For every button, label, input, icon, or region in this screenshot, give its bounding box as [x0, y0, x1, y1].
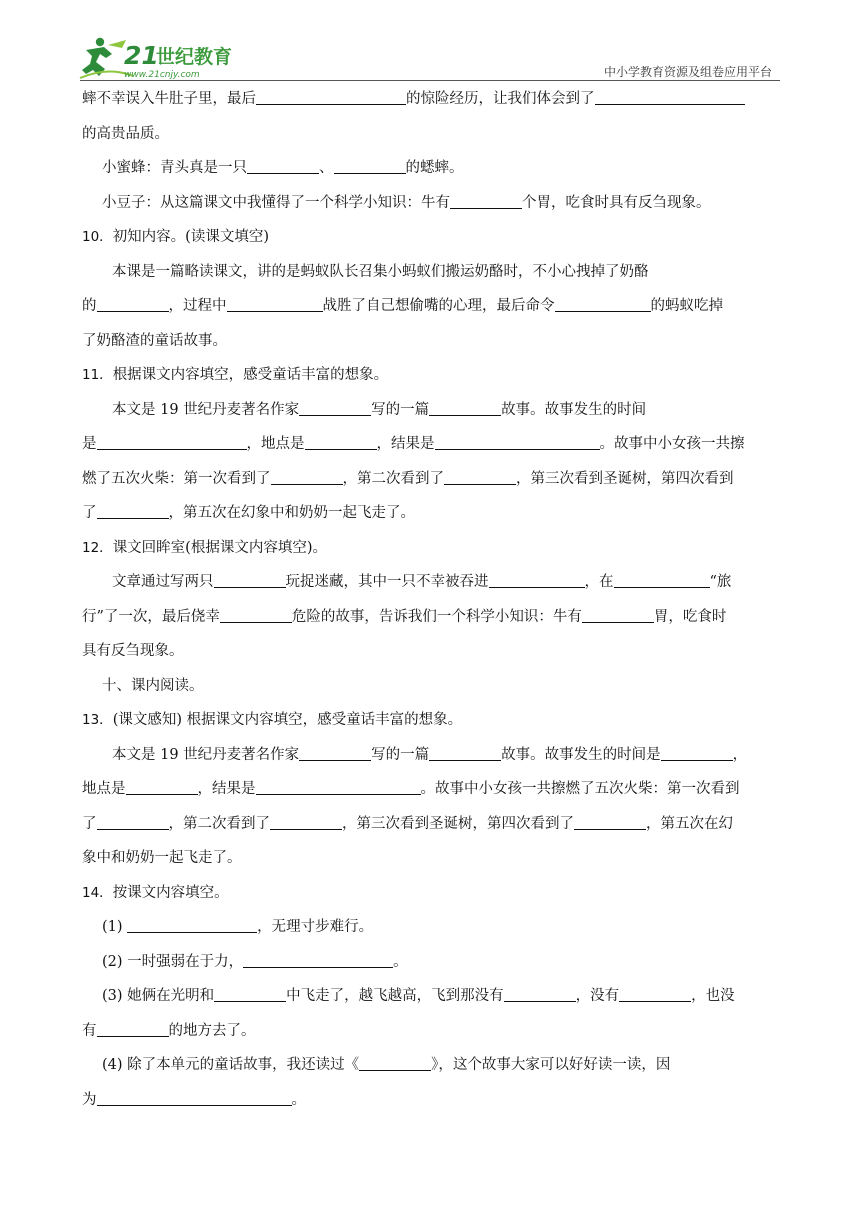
q9-line2: 的高贵品质。	[82, 125, 169, 142]
q12-line1: 文章通过写两只 玩捉迷藏，其中一只不幸被吞进 ，在 “旅	[112, 574, 732, 590]
answer-blank[interactable]	[359, 1055, 431, 1071]
answer-blank[interactable]	[429, 400, 501, 416]
answer-blank[interactable]	[247, 158, 319, 174]
q14-item3-cont: 有 的地方去了。	[82, 1022, 256, 1039]
answer-blank[interactable]	[97, 296, 169, 312]
answer-blank[interactable]	[270, 814, 342, 830]
q9-line4: 小豆子：从这篇课文中我懂得了一个科学小知识：牛有 个胃，吃食时具有反刍现象。	[102, 194, 711, 211]
answer-blank[interactable]	[256, 89, 406, 105]
answer-blank[interactable]	[661, 745, 733, 761]
q14-item1: (1) ，无理寸步难行。	[102, 919, 374, 935]
q9-line1: 蟀不幸误入牛肚子里，最后 的惊险经历，让我们体会到了	[82, 82, 778, 117]
answer-blank[interactable]	[243, 952, 393, 968]
header-rule	[80, 80, 780, 81]
q12-line2: 行”了一次，最后侥幸 危险的故事，告诉我们一个科学小知识：牛有 胃，吃食时	[82, 608, 727, 625]
answer-blank[interactable]	[299, 745, 371, 761]
answer-blank[interactable]	[126, 779, 198, 795]
q10-line3: 了奶酪渣的童话故事。	[82, 332, 227, 349]
q12-line3: 具有反刍现象。	[82, 643, 184, 659]
answer-blank[interactable]	[444, 469, 516, 485]
answer-blank[interactable]	[619, 986, 691, 1002]
answer-blank[interactable]	[574, 814, 646, 830]
q11-line3: 燃了五次火柴：第一次看到了 ，第二次看到了 ，第三次看到圣诞树，第四次看到	[82, 470, 734, 487]
section-heading: 十、课内阅读。	[102, 677, 204, 694]
q14-item4-cont: 为 。	[82, 1091, 306, 1108]
answer-blank[interactable]	[214, 986, 286, 1002]
q11-line4: 了 ，第五次在幻象中和奶奶一起飞走了。	[82, 505, 415, 521]
answer-blank[interactable]	[429, 745, 501, 761]
answer-blank[interactable]	[489, 572, 585, 588]
answer-blank[interactable]	[214, 572, 286, 588]
answer-blank[interactable]	[97, 1090, 292, 1106]
q11-line1: 本文是 19 世纪丹麦著名作家 写的一篇 故事。故事发生的时间	[112, 401, 647, 418]
answer-blank[interactable]	[595, 89, 745, 105]
answer-blank[interactable]	[504, 986, 576, 1002]
answer-blank[interactable]	[614, 572, 710, 588]
q10-line2: 的 ，过程中 战胜了自己想偷嘴的心理，最后命令 的蚂蚁吃掉	[82, 298, 723, 314]
answer-blank[interactable]	[334, 158, 406, 174]
q10-line1: 本课是一篇略读课文，讲的是蚂蚁队长召集小蚂蚁们搬运奶酪时，不小心拽掉了奶酪	[112, 263, 649, 280]
answer-blank[interactable]	[127, 917, 257, 933]
q12-title: 12．课文回眸室(根据课文内容填空)。	[82, 539, 328, 556]
q14-item2: (2) 一时强弱在于力， 。	[102, 953, 408, 970]
answer-blank[interactable]	[555, 296, 651, 312]
answer-blank[interactable]	[220, 607, 292, 623]
page-header	[0, 0, 860, 82]
q11-title: 11．根据课文内容填空，感受童话丰富的想象。	[82, 367, 389, 383]
answer-blank[interactable]	[299, 400, 371, 416]
q13-title: 13．(课文感知) 根据课文内容填空，感受童话丰富的想象。	[82, 712, 463, 728]
svg-text:www.21cnjy.com: www.21cnjy.com	[124, 70, 200, 80]
q13-line1: 本文是 19 世纪丹麦著名作家 写的一篇 故事。故事发生的时间是 ，	[112, 746, 748, 763]
q13-line3: 了 ，第二次看到了 ，第三次看到圣诞树，第四次看到了 ，第五次在幻	[82, 815, 733, 832]
q9-line3: 小蜜蜂：青头真是一只 、 的蟋蟀。	[102, 160, 464, 176]
answer-blank[interactable]	[582, 607, 654, 623]
answer-blank[interactable]	[450, 193, 522, 209]
platform-name: 中小学教育资源及组卷应用平台	[603, 65, 772, 79]
answer-blank[interactable]	[435, 434, 600, 450]
answer-blank[interactable]	[256, 779, 421, 795]
q14-item4: (4) 除了本单元的童话故事，我还读过《 》，这个故事大家可以好好读一读，因	[102, 1057, 671, 1073]
worksheet-body	[82, 82, 778, 1117]
answer-blank[interactable]	[97, 503, 169, 519]
q14-item3: (3) 她俩在光明和 中飞走了，越飞越高，飞到那没有 ，没有 ，也没	[102, 988, 735, 1004]
answer-blank[interactable]	[97, 1021, 169, 1037]
answer-blank[interactable]	[97, 814, 169, 830]
q14-title: 14．按课文内容填空。	[82, 884, 229, 901]
q13-line4: 象中和奶奶一起飞走了。	[82, 850, 242, 866]
svg-text:世纪教育: 世纪教育	[156, 46, 233, 68]
svg-text:21: 21	[124, 41, 159, 70]
answer-blank[interactable]	[227, 296, 323, 312]
21cnjy-logo	[78, 36, 253, 80]
answer-blank[interactable]	[271, 469, 343, 485]
answer-blank[interactable]	[305, 434, 377, 450]
answer-blank[interactable]	[97, 434, 247, 450]
q10-title: 10．初知内容。(读课文填空)	[82, 229, 270, 245]
q13-line2: 地点是 ，结果是 。故事中小女孩一共擦燃了五次火柴：第一次看到	[82, 781, 740, 797]
q11-line2: 是 ，地点是 ，结果是 。故事中小女孩一共擦	[82, 436, 745, 452]
